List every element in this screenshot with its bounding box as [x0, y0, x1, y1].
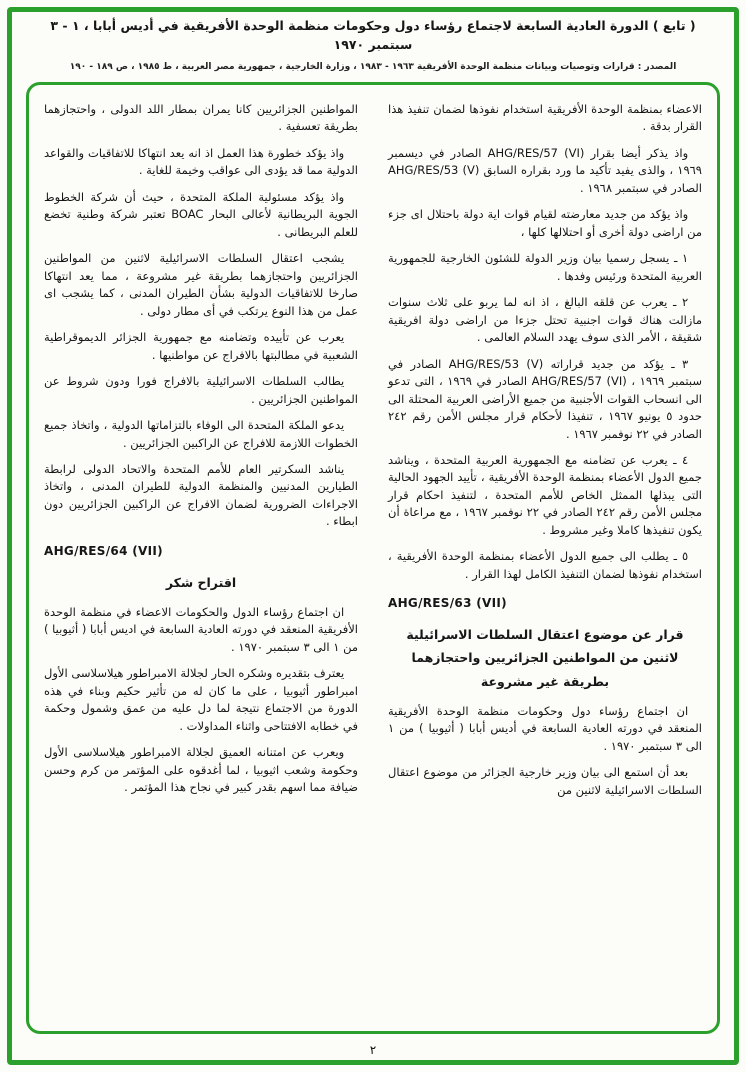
recital-paragraph: واذ يؤكد مسئولية الملكة المتحدة ، حيث أن شركة الخطوط الجوية البريطانية لأعالى البحار BOAC تعتبر شركة وطنية تخضع للعلم البريطانى .: [44, 189, 358, 239]
left-column: [44, 101, 358, 1015]
recital-paragraph: واذ يذكر أيضا بقرار AHG/RES/57 (VI) الصادر في ديسمبر ١٩٦٩ ، والذى يفيد تأكيد ما ورد بقراره السابق AHG/RES/53 (V) الصادر في سبتمبر ١٩٦٨ .: [388, 145, 702, 195]
operative-paragraph: يشجب اعتقال السلطات الاسرائيلية لاثنين من المواطنين الجزائريين واحتجازهما بطريقة غير مشروعة ، مما يعد انتهاكا صارخا للاتفاقيات الدولية بشأن الطيران المدنى ، كما يشجب اى عمل من هذا النوع يرتكب في أى مطار دولى .: [44, 251, 358, 318]
right-column: [388, 101, 702, 1015]
content-green-frame: [26, 82, 720, 1034]
numbered-clause-3: ٣ ـ يؤكد من جديد قراراته AHG/RES/53 (V) الصادر في سبتمبر ١٩٦٩ ، AHG/RES/57 (VI) الصادر في ١٩٦٩ ، التى تدعو الى انسحاب القوات الأجنبية من جميع الأراضى العربية المحتلة الى حدود ٥ يونيو ١٩٦٧ ، تنفيذا لأحكام قرار مجلس الأمن رقم ٢٤٢ الصادر في ٢٢ نوفمبر ١٩٦٧ .: [388, 356, 702, 441]
resolution-paragraph: ان اجتماع رؤساء دول وحكومات منظمة الوحدة الأفريقية المنعقد في دورته العادية السابعة في أديس أبابا ( أثيوبيا ) من ١ الى ٣ سبتمبر ١٩٧٠ .: [388, 703, 702, 753]
two-column-layout: [44, 101, 702, 1015]
resolution-paragraph: ويعرب عن امتنانه العميق لجلالة الامبراطور هيلاسلاسى الأول وحكومة وشعب اثيوبيا ، لما أغدقوه على المؤتمر من كرم وحسن ضيافة مما اسهم بقدر كبير في نجاح هذا المؤتمر .: [44, 745, 358, 795]
resolution-reference-ahg-res-64: AHG/RES/64 (VII): [44, 543, 163, 558]
resolution-paragraph: ان اجتماع رؤساء الدول والحكومات الاعضاء في منظمة الوحدة الأفريقية المنعقد في دورته العادية السابعة في اديس أبابا ( أثيوبيا ) من ١ الى ٣ سبتمبر ١٩٧٠ .: [44, 604, 358, 654]
numbered-clause-2: ٢ ـ يعرب عن قلقه البالغ ، اذ انه لما يربو على ثلاث سنوات مازالت هناك قوات اجنبية تحتل جزءا من اراضى دولة افريقية شقيقة ، الأمر الذى سوف يهدد السلام العالمى .: [388, 295, 702, 345]
page-number: ٢: [369, 1043, 377, 1057]
recital-paragraph: واذ يؤكد من جديد معارضته لقيام قوات اية دولة باحتلال اى جزء من اراضى دولة أخرى أو احتلالها كلها ،: [388, 207, 702, 239]
resolution-heading: اقتراح شكر: [165, 574, 237, 590]
resolution-paragraph: يعترف بتقديره وشكره الحار لجلالة الامبراطور هيلاسلاسى الأول امبراطور أثيوبيا ، على ما كان له من تأثير حكيم وبناء في هذه الدورة من الاجتماع نتيجة لما دل عليه من عمق وشمول وحكمة في خطابه الافتتاحى واثناء المداولات .: [44, 666, 358, 733]
resolution-heading: قرار عن موضوع اعتقال السلطات الاسرائيلية لاثنين من المواطنين الجزائريين واحتجازهما بطريقة غير مشروعة: [406, 627, 684, 689]
operative-paragraph: يناشد السكرتير العام للأمم المتحدة والاتحاد الدولى لرابطة الطيارين المدنيين والمنظمة الدولية للطيران المدنى ، واتخاذ الاجراءات الضرورية لضمان الافراج عن الراكبين الجزائريين دون ابطاء .: [44, 461, 358, 529]
operative-paragraph: يطالب السلطات الاسرائيلية بالافراج فورا ودون شروط عن المواطنين الجزائريين .: [44, 374, 358, 406]
document-title: ( تابع ) الدورة العادية السابعة لاجتماع رؤساء دول وحكومات منظمة الوحدة الأفريقية في أديس أبابا ، ١ - ٣ سبتمبر ١٩٧٠: [50, 18, 696, 52]
recital-paragraph: واذ يؤكد خطورة هذا العمل اذ انه يعد انتهاكا للاتفاقيات والقواعد الدولية مما قد يؤدى الى عواقب وخيمة للغاية .: [44, 145, 358, 178]
numbered-clause-1: ١ ـ يسجل رسميا بيان وزير الدولة للشئون الخارجية للجمهورية العربية المتحدة ورئيس وفدها .: [388, 251, 702, 283]
document-header: [32, 17, 714, 72]
resolution-reference-ahg-res-63: AHG/RES/63 (VII): [388, 596, 507, 611]
paragraph-continuation: المواطنين الجزائريين كانا يمران بمطار اللد الدولى ، واحتجازهما بطريقة تعسفية .: [44, 102, 358, 134]
source-citation-line: المصدر : قرارات وتوصيات وبيانات منظمة الوحدة الأفريقية ١٩٦٣ - ١٩٨٣ ، وزارة الخارجية ، جمهورية مصر العربية ، ط ١٩٨٥ ، ص ١٨٩ - ١٩٠: [69, 61, 677, 72]
numbered-clause-5: ٥ ـ يطلب الى جميع الدول الأعضاء بمنظمة الوحدة الأفريقية ، استخدام نفوذها لضمان التنفيذ الكامل لهذا القرار .: [388, 549, 702, 581]
operative-paragraph: يدعو الملكة المتحدة الى الوفاء بالتزاماتها الدولية ، واتخاذ جميع الخطوات اللازمة للافراج عن الراكبين الجزائريين .: [44, 418, 358, 450]
paragraph-continuation: الاعضاء بمنظمة الوحدة الأفريقية استخدام نفوذها لضمان تنفيذ هذا القرار بدقة .: [388, 102, 702, 134]
resolution-paragraph: بعد أن استمع الى بيان وزير خارجية الجزائر من موضوع اعتقال السلطات الاسرائيلية لاثنين من: [388, 765, 702, 797]
numbered-clause-4: ٤ ـ يعرب عن تضامنه مع الجمهورية العربية المتحدة ، ويناشد جميع الدول الأعضاء بمنظمة الوحدة الأفريقية ، تأييد الجهود الحالية التى يبذلها الممثل الخاص للأمم المتحدة ، لتنفيذ احكام قرار مجلس الأمن رقم ٢٤٢ الصادر في ٢٢ نوفمبر ١٩٦٧ ، مع مراعاة أن يكون تنفيذها كاملا وغير مشروط .: [388, 452, 702, 537]
operative-paragraph: يعرب عن تأييده وتضامنه مع جمهورية الجزائر الديموقراطية الشعبية في مطالبتها بالافراج عن مواطنيها .: [44, 330, 358, 362]
